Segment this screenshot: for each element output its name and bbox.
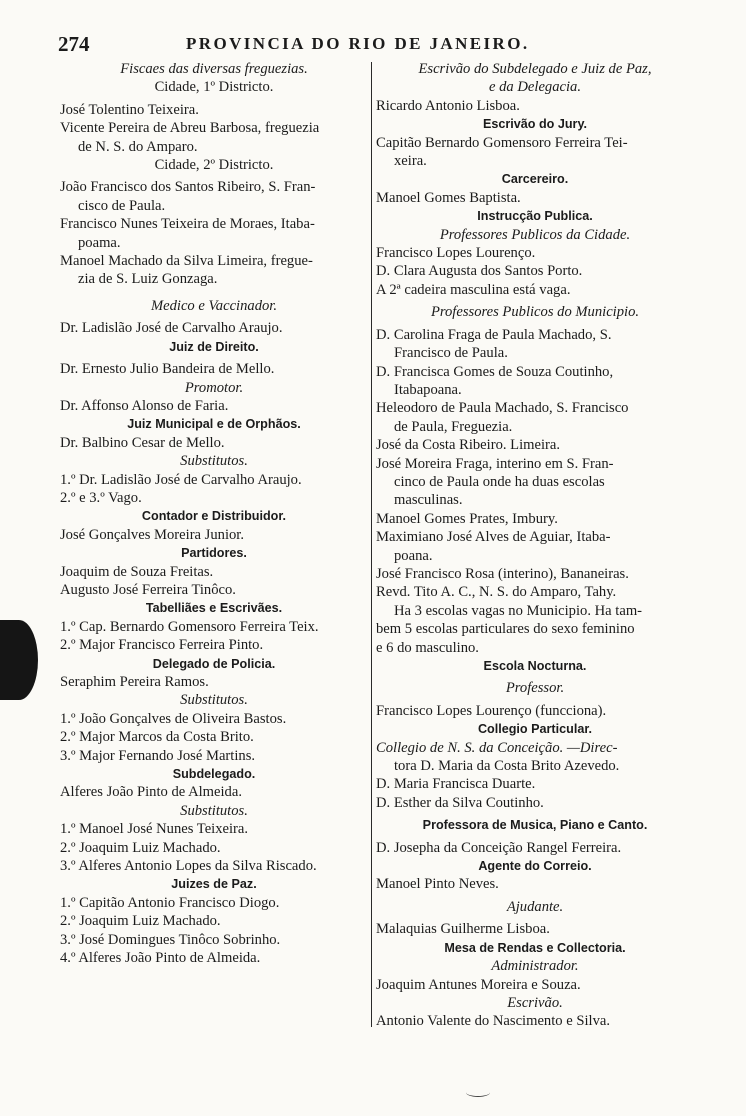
text-line: 1.º Manoel José Nunes Teixeira. xyxy=(60,821,249,838)
subsection-heading: Professor. xyxy=(505,680,565,697)
text-line: D. Carolina Fraga de Paula Machado, S. xyxy=(376,326,612,343)
section-heading: Escola Nocturna. xyxy=(483,659,587,673)
text-line: Cidade, 1º Districto. xyxy=(154,79,274,96)
text-line: poama. xyxy=(78,234,121,251)
text-line: 3.º Alferes Antonio Lopes da Silva Riscado. xyxy=(60,858,317,875)
subsection-heading: e da Delegacia. xyxy=(489,79,581,96)
text-line: zia de S. Luiz Gonzaga. xyxy=(78,271,218,288)
text-line: Dr. Ernesto Julio Bandeira de Mello. xyxy=(60,361,275,378)
text-line: João Francisco dos Santos Ribeiro, S. Fran- xyxy=(60,179,316,196)
text-line: cisco de Paula. xyxy=(78,197,166,214)
ink-blot xyxy=(0,620,38,700)
text-line: Joaquim Antunes Moreira e Souza. xyxy=(376,976,581,993)
text-line: José Francisco Rosa (interino), Bananeiras. xyxy=(376,565,629,582)
text-line: D. Josepha da Conceição Rangel Ferreira. xyxy=(376,839,622,856)
section-heading: Tabelliães e Escrivães. xyxy=(145,601,283,616)
subsection-heading: Medico e Vaccinador. xyxy=(150,297,278,314)
text-line: 1.º Cap. Bernardo Gomensoro Ferreira Teix. xyxy=(60,618,319,635)
text-line: D. Esther da Silva Coutinho. xyxy=(376,794,544,811)
subsection-heading: Substitutos. xyxy=(180,453,248,470)
text-line: Manoel Gomes Prates, Imbury. xyxy=(376,510,558,527)
section-heading: Agente do Correio. xyxy=(478,859,592,874)
text-line: Collegio de N. S. da Conceição. —Direc- xyxy=(376,739,618,756)
section-heading: Instrucção Publica. xyxy=(477,209,593,224)
text-line: cinco de Paula onde ha duas escolas xyxy=(394,473,605,490)
text-line: 1.º João Gonçalves de Oliveira Bastos. xyxy=(60,710,287,727)
right-column xyxy=(376,60,694,1031)
text-line: Augusto José Ferreira Tinôco. xyxy=(60,581,236,598)
text-line: 2.º Joaquim Luiz Machado. xyxy=(60,839,221,856)
text-line: poana. xyxy=(394,547,433,564)
text-line: Francisco Lopes Lourenço. xyxy=(376,245,536,262)
section-heading: Collegio Particular. xyxy=(477,722,593,737)
left-column xyxy=(60,60,368,968)
text-line: Ricardo Antonio Lisboa. xyxy=(376,97,520,114)
subsection-heading: Fiscaes das diversas freguezias. xyxy=(120,61,308,77)
text-line: 2.º Major Francisco Ferreira Pinto. xyxy=(60,637,264,654)
text-line: A 2ª cadeira masculina está vaga. xyxy=(376,281,571,298)
text-line: tora D. Maria da Costa Brito Azevedo. xyxy=(394,758,620,775)
text-line: 3.º Major Fernando José Martins. xyxy=(60,747,256,764)
spacer xyxy=(60,289,368,297)
text-line: Cidade, 2º Districto. xyxy=(154,157,274,174)
text-line: Maximiano José Alves de Aguiar, Itaba- xyxy=(376,529,611,546)
text-line: Vicente Pereira de Abreu Barbosa, freguezia xyxy=(60,120,320,137)
section-heading: Carcereiro. xyxy=(501,172,569,187)
text-line: 2.º Joaquim Luiz Machado. xyxy=(60,913,221,930)
text-line: D. Francisca Gomes de Souza Coutinho, xyxy=(376,363,614,380)
subsection-heading: Ajudante. xyxy=(506,898,564,915)
text-line: 1.º Dr. Ladislão José de Carvalho Araujo. xyxy=(60,471,302,488)
subsection-heading: Administrador. xyxy=(491,958,579,975)
section-heading: Mesa de Rendas e Collectoria. xyxy=(444,940,626,955)
text-line: 2.º Major Marcos da Costa Brito. xyxy=(60,729,254,746)
text-line: Capitão Bernardo Gomensoro Ferreira Tei- xyxy=(376,134,628,151)
text-line: Francisco Nunes Teixeira de Moraes, Itaba- xyxy=(60,216,315,233)
section-heading: Subdelegado. xyxy=(172,767,256,782)
text-line: Heleodoro de Paula Machado, S. Francisco xyxy=(376,400,629,417)
subsection-heading: Escrivão. xyxy=(507,994,563,1011)
section-heading: Escrivão do Jury. xyxy=(482,117,588,132)
section-heading: Juiz de Direito. xyxy=(169,339,259,354)
text-line: D. Clara Augusta dos Santos Porto. xyxy=(376,263,583,280)
text-line: Itabapoana. xyxy=(394,381,462,398)
text-line: de N. S. do Amparo. xyxy=(78,138,198,155)
text-line: José da Costa Ribeiro. Limeira. xyxy=(376,437,561,454)
text-line: Dr. Ladislão José de Carvalho Araujo. xyxy=(60,320,283,337)
text-line: Revd. Tito A. C., N. S. do Amparo, Tahy. xyxy=(376,584,617,601)
text-line: e 6 do masculino. xyxy=(376,639,479,656)
text-line: Manoel Pinto Neves. xyxy=(376,876,499,893)
text-line: Francisco Lopes Lourenço (funcciona). xyxy=(376,702,607,719)
text-line: 1.º Capitão Antonio Francisco Diogo. xyxy=(60,894,280,911)
section-heading: Partidores. xyxy=(181,546,247,561)
text-line: 3.º José Domingues Tinôco Sobrinho. xyxy=(60,931,281,948)
text-line: masculinas. xyxy=(394,492,463,509)
section-heading: Contador e Distribuidor. xyxy=(141,509,287,524)
text-line: Seraphim Pereira Ramos. xyxy=(60,674,209,690)
text-line: Antonio Valente do Nascimento e Silva. xyxy=(376,1013,610,1030)
pen-mark xyxy=(466,1088,490,1097)
page-title: PROVINCIA DO RIO DE JANEIRO. xyxy=(186,34,530,53)
page-header xyxy=(58,30,698,56)
text-line: bem 5 escolas particulares do sexo feminino xyxy=(376,621,635,638)
subsection-heading: Escrivão do Subdelegado e Juiz de Paz, xyxy=(418,61,652,77)
text-line: Ha 3 escolas vagas no Municipio. Ha tam- xyxy=(394,602,643,619)
text-line: Joaquim de Souza Freitas. xyxy=(60,563,214,580)
text-line: 2.º e 3.º Vago. xyxy=(60,489,142,506)
section-heading: Juiz Municipal e de Orphãos. xyxy=(127,417,301,432)
subsection-heading: Substitutos. xyxy=(180,802,248,819)
subsection-heading: Professores Publicos da Cidade. xyxy=(439,226,631,243)
text-line: Dr. Balbino Cesar de Mello. xyxy=(60,434,225,451)
subsection-heading: Promotor. xyxy=(184,379,244,396)
section-heading: Juizes de Paz. xyxy=(171,877,257,892)
text-line: de Paula, Freguezia. xyxy=(394,418,513,435)
text-line: 4.º Alferes João Pinto de Almeida. xyxy=(60,950,261,967)
text-line: Malaquias Guilherme Lisboa. xyxy=(376,921,550,938)
text-line: Francisco de Paula. xyxy=(394,345,508,362)
page-number: 274 xyxy=(58,32,90,56)
section-heading: Delegado de Policia. xyxy=(152,656,276,671)
subsection-heading: Substitutos. xyxy=(180,692,248,709)
text-line: José Gonçalves Moreira Junior. xyxy=(60,526,245,543)
text-line: José Tolentino Teixeira. xyxy=(60,101,199,118)
text-line: José Moreira Fraga, interino em S. Fran- xyxy=(376,455,614,472)
text-line: Alferes João Pinto de Almeida. xyxy=(60,784,242,801)
text-line: xeira. xyxy=(394,153,427,170)
subsection-heading: Professores Publicos do Municipio. xyxy=(430,304,640,321)
text-line: D. Maria Francisca Duarte. xyxy=(376,776,536,793)
text-line: Manoel Gomes Baptista. xyxy=(376,189,521,206)
section-heading: Professora de Musica, Piano e Canto. xyxy=(422,818,648,833)
text-line: Dr. Affonso Alonso de Faria. xyxy=(60,397,229,414)
column-divider xyxy=(371,62,372,1027)
text-line: Manoel Machado da Silva Limeira, fregue- xyxy=(60,253,313,270)
